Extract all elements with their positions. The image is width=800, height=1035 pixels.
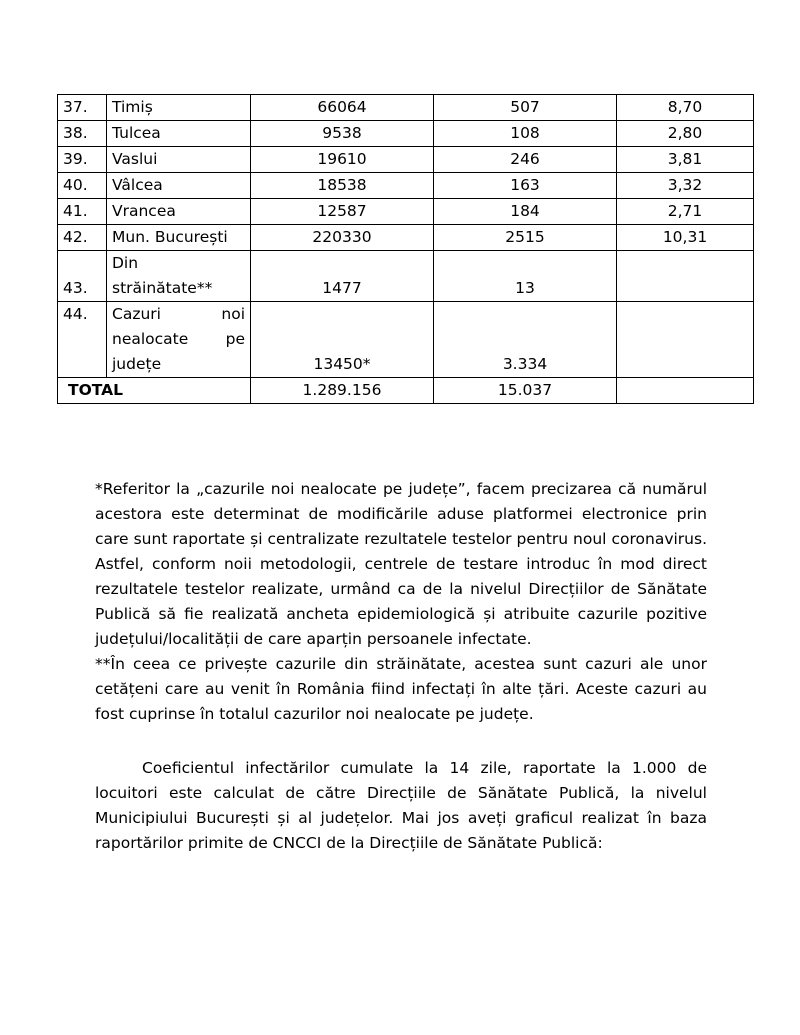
cell-rate: 10,31 [617,225,754,251]
cell-new-cases: 163 [434,173,617,199]
body-paragraph [95,756,707,856]
cell-new-cases: 246 [434,147,617,173]
cell-new-cases: 2515 [434,225,617,251]
row-number: 42. [58,225,107,251]
footnote-unallocated: *Referitor la „cazurile noi nealocate pe județe”, facem precizarea că numărul acestora este determinat de modificările aduse platformei electronice prin care sunt raportate și centralizate rezultatele testelor pentru noul coronavirus. Astfel, conform noii metodologii, centrele de testare introduc în mod direct rezultatele testelor realizate, urmând ca de la nivelul Direcțiilor de Sănătate Publică să fie realizată ancheta epidemiologică și atribuite cazurile pozitive județului/localității de care aparțin persoanele infectate. [95,480,707,648]
row-number: 43. [58,251,107,302]
table-row [58,199,754,225]
table-row [58,251,754,302]
total-rate [617,378,754,404]
row-number: 39. [58,147,107,173]
county-name: Cazuri noi nealocate pe județe [107,302,251,378]
row-number: 44. [58,302,107,378]
cell-new-cases: 3.334 [434,302,617,378]
footnote-abroad: **În ceea ce privește cazurile din străinătate, acestea sunt cazuri ale unor cetățeni care au venit în România fiind infectați în alte țări. Aceste cazuri au fost cuprinse în totalul cazurilor noi nealocate pe județe. [95,655,707,723]
cell-total-cases: 220330 [251,225,434,251]
coefficient-paragraph: Coeficientul infectărilor cumulate la 14 zile, raportate la 1.000 de locuitori este calculat de către Direcțiile de Sănătate Publică, la nivelul Municipiului București și al județelor. Mai jos aveți graficul realizat în baza raportărilor primite de CNCCI de la Direcțiile de Sănătate Publică: [95,759,707,852]
cell-new-cases: 108 [434,121,617,147]
county-name: Mun. București [107,225,251,251]
county-name: Din străinătate** [107,251,251,302]
cell-new-cases: 507 [434,95,617,121]
cell-rate [617,251,754,302]
cell-rate: 8,70 [617,95,754,121]
footnotes [95,477,707,727]
table-row [58,95,754,121]
cell-total-cases: 13450* [251,302,434,378]
total-new-cases: 15.037 [434,378,617,404]
cell-total-cases: 66064 [251,95,434,121]
cell-rate: 2,80 [617,121,754,147]
cell-total-cases: 12587 [251,199,434,225]
county-name: Vrancea [107,199,251,225]
cell-new-cases: 184 [434,199,617,225]
county-name: Vaslui [107,147,251,173]
cell-total-cases: 1477 [251,251,434,302]
table-row [58,147,754,173]
county-cases-table [57,94,754,404]
total-cases: 1.289.156 [251,378,434,404]
total-row [58,378,754,404]
cell-rate: 3,81 [617,147,754,173]
row-number: 41. [58,199,107,225]
cell-total-cases: 9538 [251,121,434,147]
row-number: 40. [58,173,107,199]
cell-total-cases: 19610 [251,147,434,173]
table-row [58,173,754,199]
cell-rate [617,302,754,378]
row-number: 38. [58,121,107,147]
cell-total-cases: 18538 [251,173,434,199]
county-name: Vâlcea [107,173,251,199]
county-name: Tulcea [107,121,251,147]
county-name: Timiș [107,95,251,121]
cell-rate: 2,71 [617,199,754,225]
total-label: TOTAL [58,378,251,404]
table-row [58,302,754,378]
row-number: 37. [58,95,107,121]
cell-new-cases: 13 [434,251,617,302]
cell-rate: 3,32 [617,173,754,199]
table-row [58,225,754,251]
table-row [58,121,754,147]
